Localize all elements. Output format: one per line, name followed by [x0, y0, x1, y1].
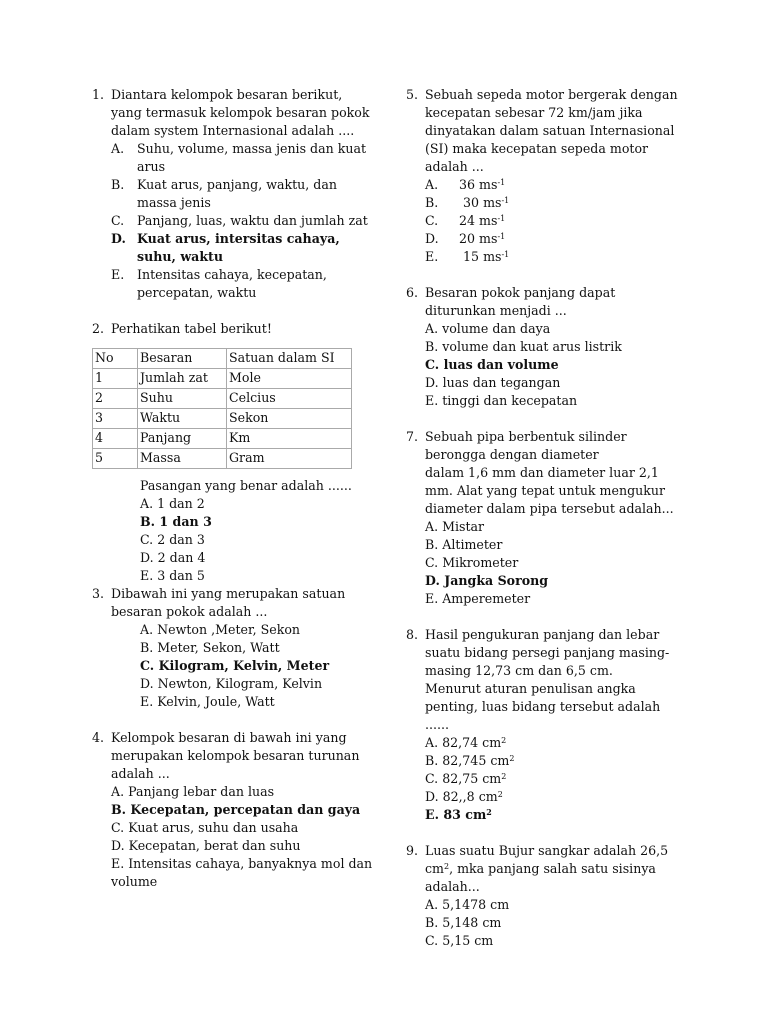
question-number: 1.: [92, 87, 105, 102]
question-text-continued: Menurut aturan penulisan angka penting, luas bidang tersebut adalah ......: [425, 681, 661, 732]
option-c[interactable]: C. 2 dan 3: [140, 532, 205, 547]
option-e[interactable]: E. Kelvin, Joule, Watt: [140, 694, 275, 709]
table-cell: 5: [93, 449, 138, 469]
question-text: Kelompok besaran di bawah ini yang merupakan kelompok besaran turunan adalah ...: [111, 730, 360, 781]
table-cell: Gram: [227, 449, 352, 469]
table-header-row: [93, 349, 352, 369]
question-text: Sebuah sepeda motor bergerak dengan kecepatan sebesar 72 km/jam jika dinyatakan dalam satuan Internasional (SI) maka kecepatan sepeda motor adalah ...: [425, 87, 678, 174]
option-e[interactable]: E. Amperemeter: [425, 591, 531, 606]
left-column: [92, 86, 374, 891]
option-b[interactable]: B. 1 dan 3: [140, 514, 212, 529]
option-e[interactable]: E. 15 $ms^{-1}$: [425, 249, 510, 264]
question-text: Hasil pengukuran panjang dan lebar suatu bidang persegi panjang masing-masing 12,73 cm dan 6,5 cm.: [425, 627, 670, 678]
table-cell: Jumlah zat: [138, 369, 227, 389]
option-b[interactable]: B. Altimeter: [425, 537, 503, 552]
option-c[interactable]: C. Mikrometer: [425, 555, 519, 570]
table-header-cell: Satuan dalam SI: [227, 349, 352, 369]
question-prompt: Pasangan yang benar adalah ......: [140, 478, 352, 493]
question-text-line: Sebuah pipa berbentuk silinder: [425, 429, 627, 444]
table-row: [93, 409, 352, 429]
option-b[interactable]: B. Kecepatan, percepatan dan gaya: [111, 802, 361, 817]
table-cell: 4: [93, 429, 138, 449]
table-header-cell: Besaran: [138, 349, 227, 369]
option-b[interactable]: B. 30 $ms^{-1}$: [425, 195, 510, 210]
table-row: [93, 449, 352, 469]
option-d[interactable]: D. Kuat arus, intersitas cahaya, suhu, waktu: [111, 231, 340, 264]
option-d[interactable]: D. 2 dan 4: [140, 550, 206, 565]
question-9: [406, 842, 682, 950]
table-cell: Massa: [138, 449, 227, 469]
option-e[interactable]: E. tinggi dan kecepatan: [425, 393, 578, 408]
question-text-line: berongga dengan diameter: [425, 447, 599, 462]
table-cell: Sekon: [227, 409, 352, 429]
table-cell: Waktu: [138, 409, 227, 429]
question-text: Dibawah ini yang merupakan satuan besaran pokok adalah ...: [111, 586, 346, 619]
option-c[interactable]: C. 5,15 cm: [425, 933, 494, 948]
question-number: 5.: [406, 87, 419, 102]
question-8: [406, 626, 682, 824]
question-text: Luas suatu Bujur sangkar adalah 26,5 $cm^2$, mka panjang salah satu sisinya adalah...: [425, 843, 669, 894]
si-units-table: [92, 348, 352, 469]
question-6: [406, 284, 682, 410]
option-c[interactable]: C. Kuat arus, suhu dan usaha: [111, 820, 299, 835]
question-text: Besaran pokok panjang dapat diturunkan menjadi ...: [425, 285, 616, 318]
table-cell: Km: [227, 429, 352, 449]
option-e[interactable]: E. 83 $cm^2$: [425, 807, 492, 822]
option-a[interactable]: A. 5,1478 cm: [425, 897, 510, 912]
option-b[interactable]: B. Kuat arus, panjang, waktu, dan massa jenis: [111, 177, 337, 210]
table-cell: Mole: [227, 369, 352, 389]
question-number: 2.: [92, 321, 105, 336]
option-c[interactable]: C. 24 $ms^{-1}$: [425, 213, 506, 228]
table-row: [93, 389, 352, 409]
question-number: 9.: [406, 843, 419, 858]
question-2: [92, 320, 374, 585]
question-7: [406, 428, 682, 608]
option-d[interactable]: D. 82,,8 $cm^2$: [425, 789, 503, 804]
question-number: 8.: [406, 627, 419, 642]
option-a[interactable]: A. 36 $ms^{-1}$: [425, 177, 506, 192]
question-3: [92, 585, 374, 711]
option-a[interactable]: A. Suhu, volume, massa jenis dan kuat arus: [111, 141, 367, 174]
option-a[interactable]: A. 82,74 $cm^2$: [425, 735, 507, 750]
option-a[interactable]: A. Newton ,Meter, Sekon: [140, 622, 301, 637]
option-b[interactable]: B. volume dan kuat arus listrik: [425, 339, 622, 354]
question-number: 7.: [406, 429, 419, 444]
option-b[interactable]: B. 82,745 $cm^2$: [425, 753, 515, 768]
question-text: Perhatikan tabel berikut!: [111, 321, 272, 336]
question-text: Diantara kelompok besaran berikut, yang termasuk kelompok besaran pokok dalam system Internasional adalah ....: [111, 87, 370, 138]
option-d[interactable]: D. 20 $ms^{-1}$: [425, 231, 506, 246]
option-a[interactable]: A. 1 dan 2: [140, 496, 205, 511]
table-row: [93, 429, 352, 449]
right-column: [406, 86, 682, 950]
option-c[interactable]: C. luas dan volume: [425, 357, 559, 372]
question-text-line: mm. Alat yang tepat untuk mengukur: [425, 483, 666, 498]
table-cell: Suhu: [138, 389, 227, 409]
option-e[interactable]: E. 3 dan 5: [140, 568, 205, 583]
option-d[interactable]: D. luas dan tegangan: [425, 375, 561, 390]
option-a[interactable]: A. Mistar: [425, 519, 485, 534]
question-text-line: diameter dalam pipa tersebut adalah...: [425, 501, 674, 516]
question-number: 4.: [92, 730, 105, 745]
option-b[interactable]: B. 5,148 cm: [425, 915, 502, 930]
table-cell: Panjang: [138, 429, 227, 449]
table-row: [93, 369, 352, 389]
option-d[interactable]: D. Jangka Sorong: [425, 573, 549, 588]
question-1: [92, 86, 374, 302]
option-c[interactable]: C. Panjang, luas, waktu dan jumlah zat: [111, 213, 368, 228]
option-b[interactable]: B. Meter, Sekon, Watt: [140, 640, 280, 655]
option-c[interactable]: C. Kilogram, Kelvin, Meter: [140, 658, 330, 673]
option-e[interactable]: E. Intensitas cahaya, banyaknya mol dan volume: [111, 856, 373, 889]
question-number: 6.: [406, 285, 419, 300]
table-header-cell: No: [93, 349, 138, 369]
option-d[interactable]: D. Newton, Kilogram, Kelvin: [140, 676, 323, 691]
table-cell: 3: [93, 409, 138, 429]
option-e[interactable]: E. Intensitas cahaya, kecepatan, percepatan, waktu: [111, 267, 327, 300]
option-d[interactable]: D. Kecepatan, berat dan suhu: [111, 838, 301, 853]
option-a[interactable]: A. volume dan daya: [425, 321, 551, 336]
table-cell: 2: [93, 389, 138, 409]
question-4: [92, 729, 374, 891]
question-5: [406, 86, 682, 266]
option-a[interactable]: A. Panjang lebar dan luas: [111, 784, 275, 799]
table-cell: Celcius: [227, 389, 352, 409]
option-c[interactable]: C. 82,75 $cm^2$: [425, 771, 507, 786]
table-cell: 1: [93, 369, 138, 389]
question-text-line: dalam 1,6 mm dan diameter luar 2,1: [425, 465, 659, 480]
question-number: 3.: [92, 586, 105, 601]
